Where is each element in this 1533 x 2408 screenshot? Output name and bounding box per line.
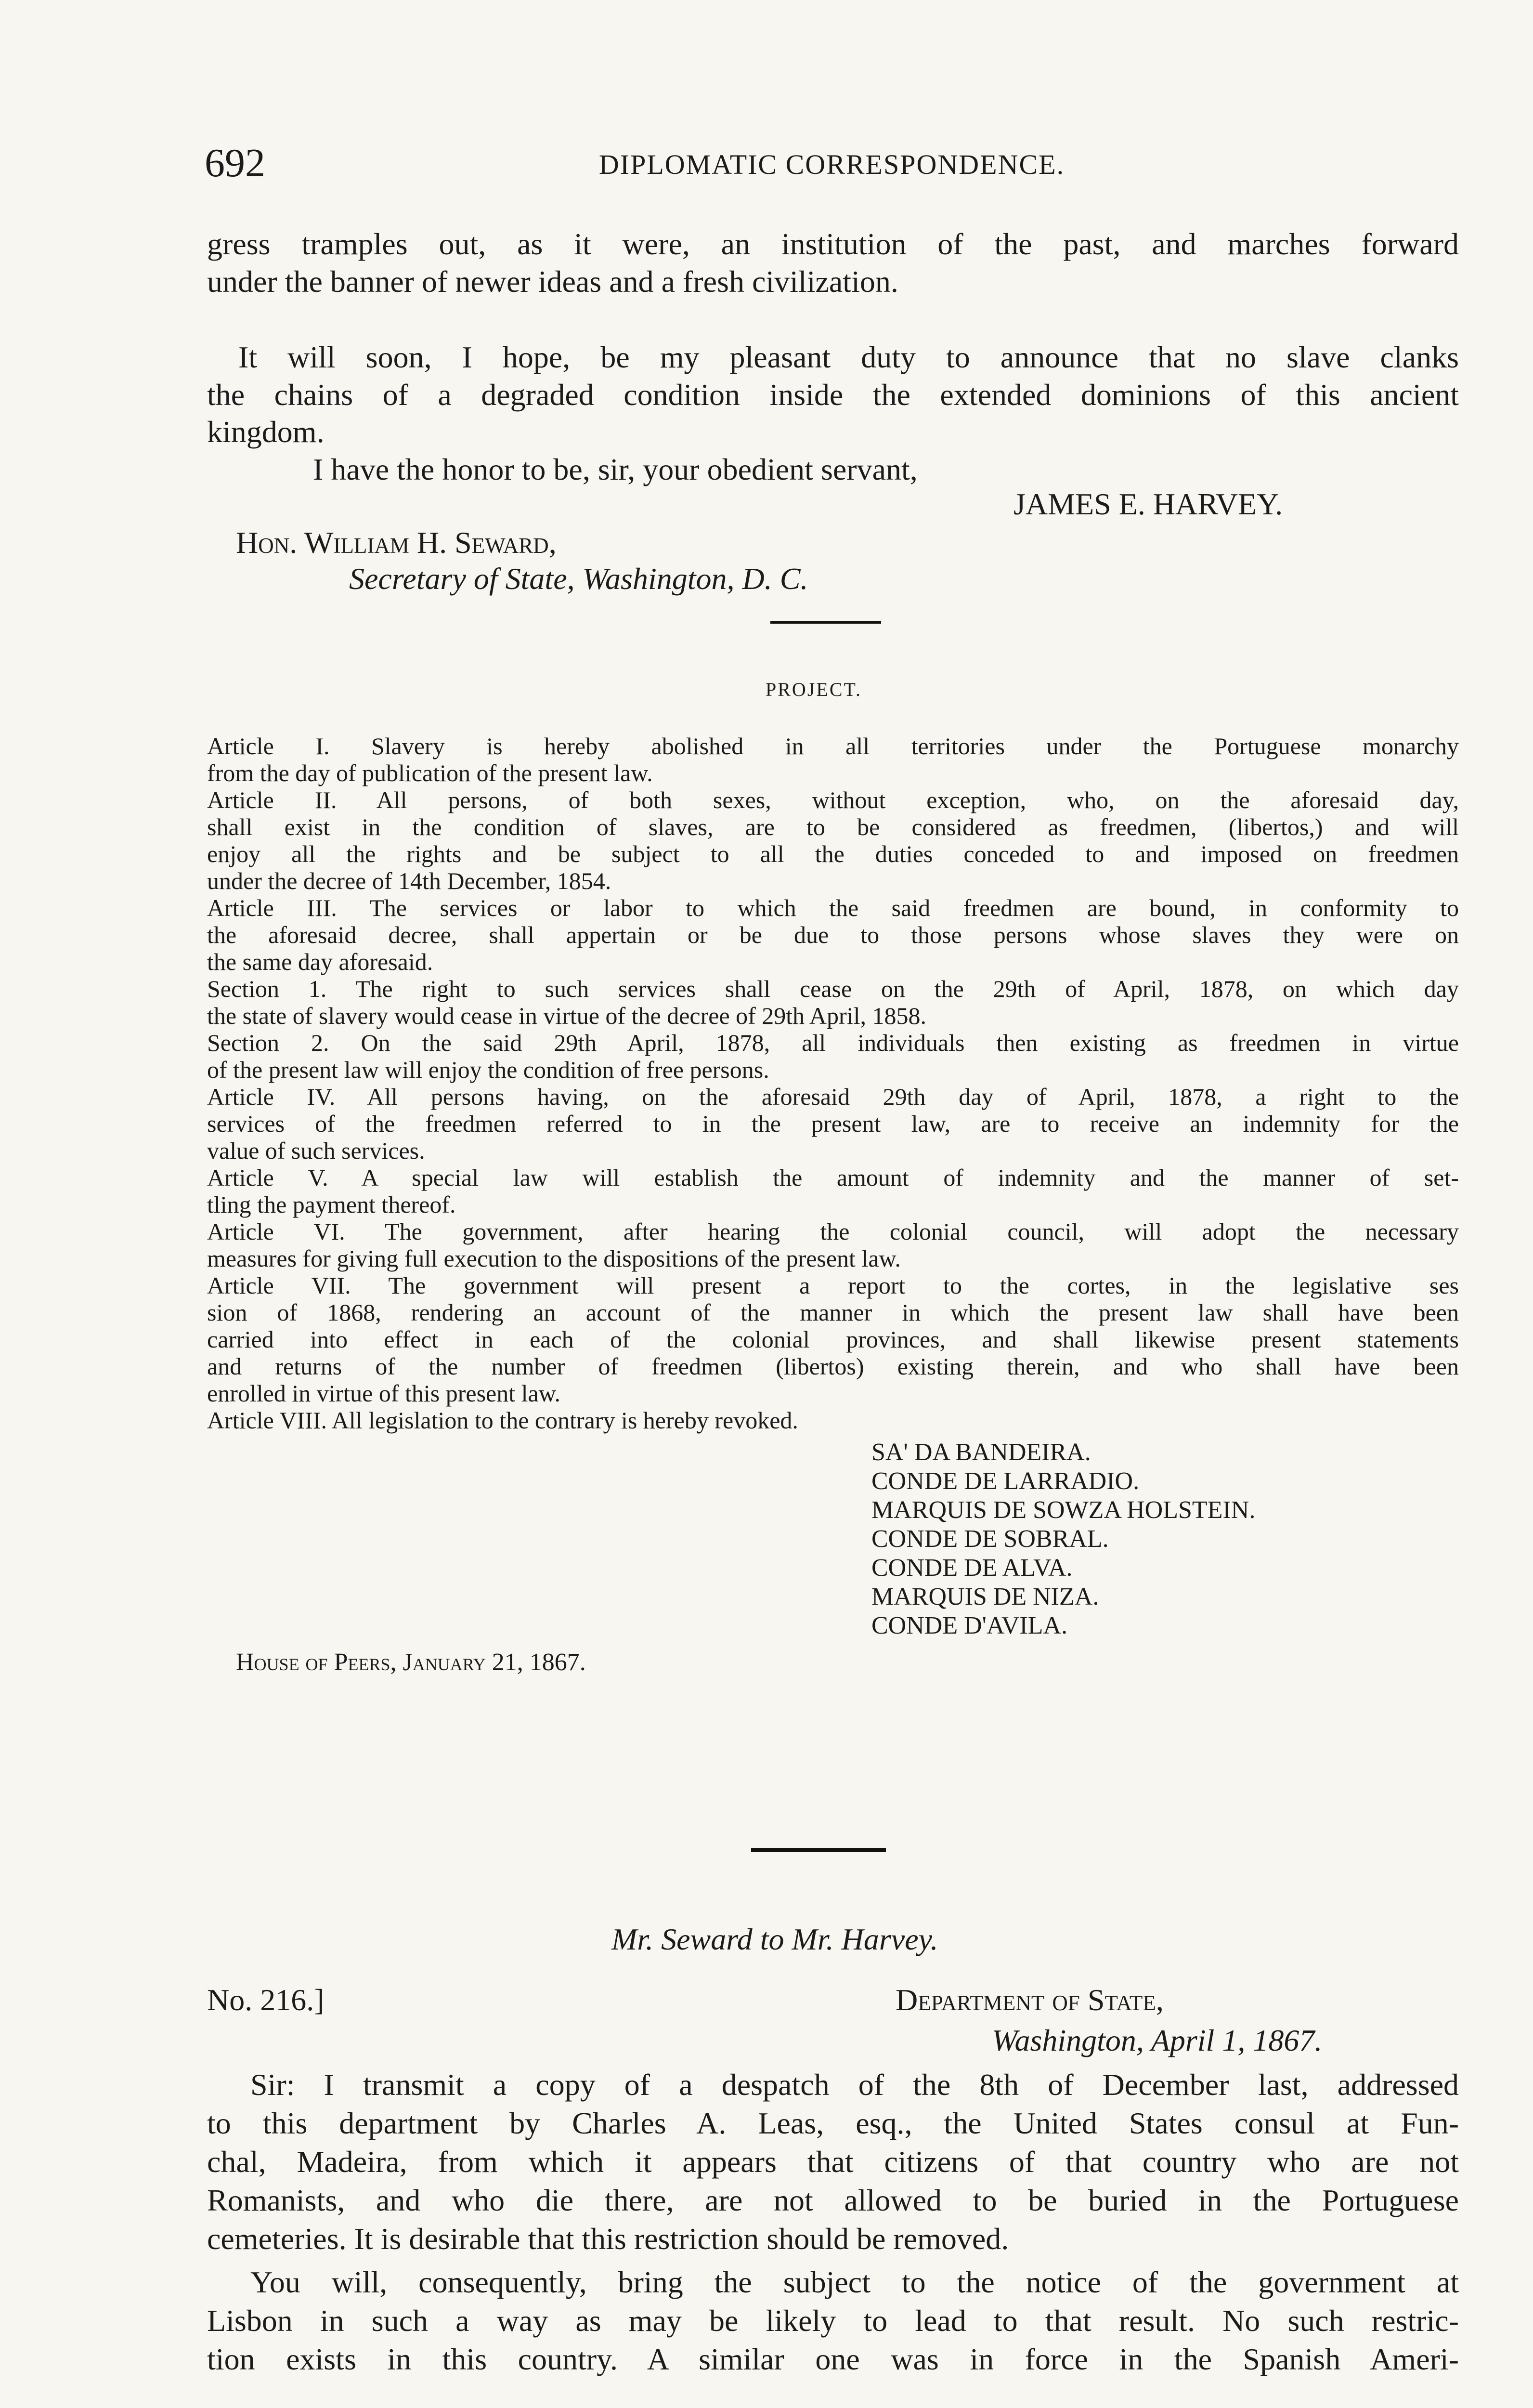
article-line: tling the payment thereof. xyxy=(207,1191,456,1218)
article-line: Section 2. On the said 29th April, 1878, all individuals then existing as freedmen in virtue xyxy=(207,1029,1459,1056)
section-divider xyxy=(751,1848,886,1852)
dispatch-line: Romanists, and who die there, are not allowed to be buried in the Portuguese xyxy=(207,2183,1459,2217)
article-line: the aforesaid decree, shall appertain or be due to those persons whose slaves they were on xyxy=(207,921,1459,948)
letter-line: It will soon, I hope, be my pleasant duty to announce that no slave clanks xyxy=(238,340,1459,374)
running-title: DIPLOMATIC CORRESPONDENCE. xyxy=(598,149,1065,180)
signatory: CONDE DE ALVA. xyxy=(871,1554,1073,1582)
letter-line: under the banner of newer ideas and a fresh civilization. xyxy=(207,264,898,299)
article-line: services of the freedmen referred to in the present law, are to receive an indemnity for the xyxy=(207,1110,1459,1137)
article-line: and returns of the number of freedmen (libertos) existing therein, and who shall have been xyxy=(207,1353,1459,1380)
article-line: Article VIII. All legislation to the contrary is hereby revoked. xyxy=(207,1407,798,1434)
dispatch-line: chal, Madeira, from which it appears that citizens of that country who are not xyxy=(207,2145,1459,2179)
article-line: value of such services. xyxy=(207,1137,425,1164)
signatory: CONDE D'AVILA. xyxy=(871,1612,1068,1639)
signatory: CONDE DE LARRADIO. xyxy=(871,1467,1140,1495)
running-head xyxy=(205,140,1459,193)
article-line: from the day of publication of the present law. xyxy=(207,759,653,786)
letter-line: I have the honor to be, sir, your obedient servant, xyxy=(313,452,918,486)
signatory: MARQUIS DE NIZA. xyxy=(871,1583,1099,1610)
letter-line: gress tramples out, as it were, an institution of the past, and marches forward xyxy=(207,227,1459,261)
dispatch-line: cemeteries. It is desirable that this restriction should be removed. xyxy=(207,2222,1009,2256)
article-line: Article IV. All persons having, on the aforesaid 29th day of April, 1878, a right to the xyxy=(207,1083,1459,1110)
article-line: shall exist in the condition of slaves, are to be considered as freedmen, (libertos,) and will xyxy=(207,813,1459,840)
article-line: under the decree of 14th December, 1854. xyxy=(207,867,611,894)
article-line: measures for giving full execution to the dispositions of the present law. xyxy=(207,1245,901,1272)
article-line: Section 1. The right to such services shall cease on the 29th of April, 1878, on which day xyxy=(207,975,1459,1002)
signatory: MARQUIS DE SOWZA HOLSTEIN. xyxy=(871,1496,1256,1524)
article-line: Article III. The services or labor to which the said freedmen are bound, in conformity to xyxy=(207,894,1459,921)
article-line: carried into effect in each of the colonial provinces, and shall likewise present statements xyxy=(207,1326,1459,1353)
article-line: Article VII. The government will present a report to the cortes, in the legislative ses xyxy=(207,1272,1459,1299)
place-date: House of Peers, January 21, 1867. xyxy=(236,1649,586,1676)
article-line: enrolled in virtue of this present law. xyxy=(207,1380,561,1407)
addressee-name: Hon. William H. Seward, xyxy=(236,525,557,560)
addressee-title: Secretary of State, Washington, D. C. xyxy=(349,562,808,596)
dispatch-department: Department of State, xyxy=(896,1983,1164,2017)
project-heading: PROJECT. xyxy=(766,679,862,700)
letter-line: kingdom. xyxy=(207,415,325,449)
article-line: sion of 1868, rendering an account of the manner in which the present law shall have been xyxy=(207,1299,1459,1326)
article-line: the same day aforesaid. xyxy=(207,948,433,975)
dispatch-line: Lisbon in such a way as may be likely to lead to that result. No such restric- xyxy=(207,2303,1459,2338)
article-line: the state of slavery would cease in virtue of the decree of 29th April, 1858. xyxy=(207,1002,926,1029)
letter-line: the chains of a degraded condition inside the extended dominions of this ancient xyxy=(207,378,1459,412)
dispatch-line: to this department by Charles A. Leas, esq., the United States consul at Fun- xyxy=(207,2106,1459,2140)
signature: JAMES E. HARVEY. xyxy=(1013,487,1283,521)
page-number: 692 xyxy=(205,141,265,185)
article-line: enjoy all the rights and be subject to all the duties conceded to and imposed on freedmen xyxy=(207,840,1459,867)
dispatch-line: You will, consequently, bring the subject to the notice of the government at xyxy=(250,2265,1459,2299)
article-line: Article VI. The government, after hearing the colonial council, will adopt the necessary xyxy=(207,1218,1459,1245)
article-line: of the present law will enjoy the condition of free persons. xyxy=(207,1056,769,1083)
dispatch-number: No. 216.] xyxy=(207,1983,325,2017)
dispatch-date: Washington, April 1, 1867. xyxy=(992,2023,1323,2057)
article-line: Article I. Slavery is hereby abolished in all territories under the Portuguese monarchy xyxy=(207,733,1459,759)
dispatch-line: tion exists in this country. A similar one was in force in the Spanish Ameri- xyxy=(207,2342,1459,2376)
article-line: Article V. A special law will establish the amount of indemnity and the manner of set- xyxy=(207,1164,1459,1191)
signatory: SA' DA BANDEIRA. xyxy=(871,1439,1091,1466)
dispatch-line: Sir: I transmit a copy of a despatch of the 8th of December last, addressed xyxy=(250,2068,1459,2102)
article-line: Article II. All persons, of both sexes, without exception, who, on the aforesaid day, xyxy=(207,786,1459,813)
dispatch-heading: Mr. Seward to Mr. Harvey. xyxy=(611,1922,938,1956)
section-divider xyxy=(770,621,881,624)
signatory: CONDE DE SOBRAL. xyxy=(871,1525,1109,1553)
